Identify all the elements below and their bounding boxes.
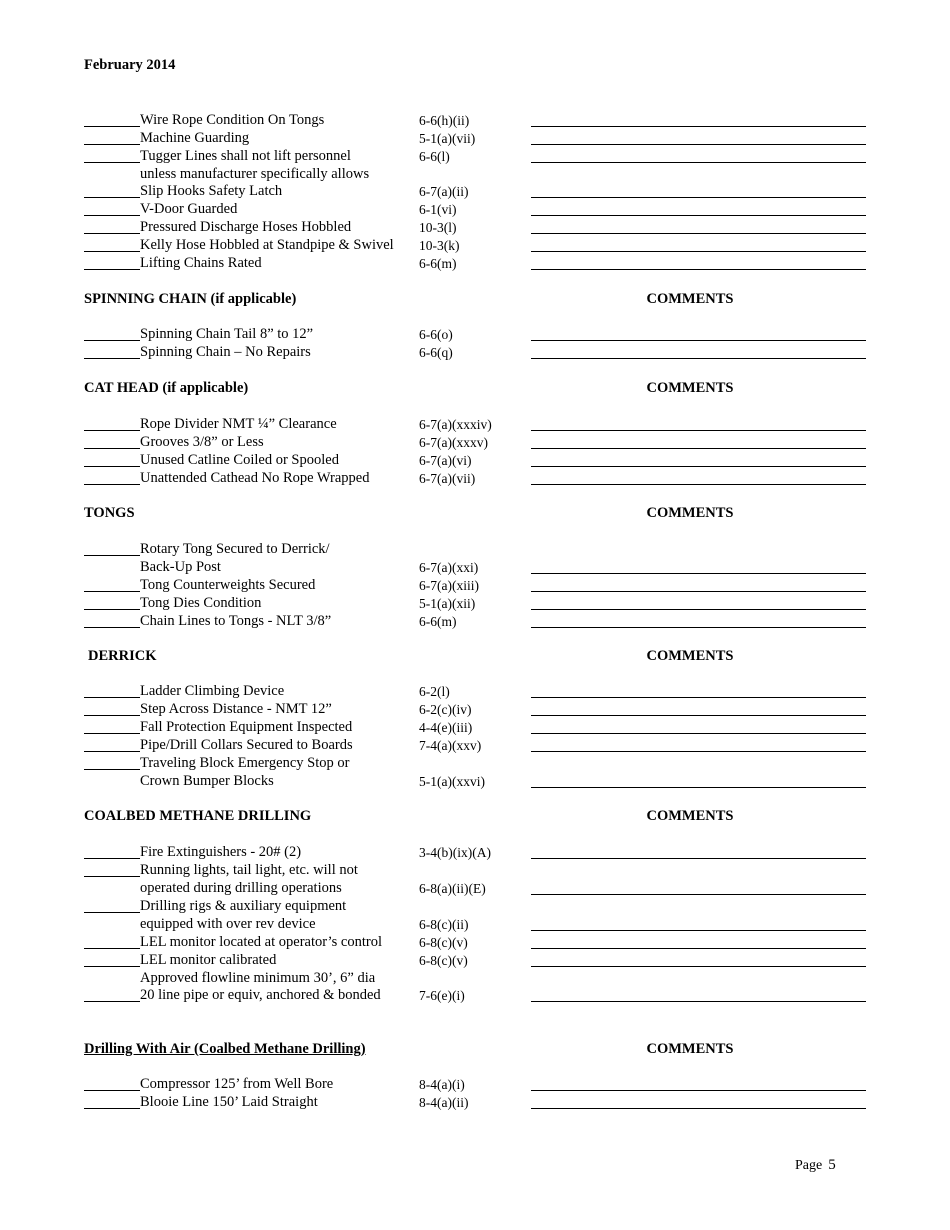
check-blank[interactable] [84, 251, 140, 252]
check-blank[interactable] [84, 715, 140, 716]
regulation-code: 6-7(a)(xxxiv) [419, 417, 492, 432]
comment-line[interactable] [531, 233, 866, 234]
check-blank[interactable] [84, 751, 140, 752]
checklist-item-label: Unattended Cathead No Rope Wrapped [140, 470, 370, 486]
comment-line[interactable] [531, 591, 866, 592]
checklist-item-label: V-Door Guarded [140, 201, 238, 217]
comment-line[interactable] [531, 948, 866, 949]
checklist-item-label: Pipe/Drill Collars Secured to Boards [140, 737, 353, 753]
comment-line[interactable] [531, 269, 866, 270]
comment-line[interactable] [531, 448, 866, 449]
checklist-item-label: Drilling rigs & auxiliary equipment [140, 898, 347, 914]
comments-heading: COMMENTS [646, 291, 734, 307]
check-blank[interactable] [84, 197, 140, 198]
checklist-item-label: Tong Dies Condition [140, 595, 262, 611]
comment-line[interactable] [531, 251, 866, 252]
regulation-code: 4-4(e)(iii) [419, 720, 473, 735]
checklist-item-label: Step Across Distance - NMT 12” [140, 701, 332, 717]
regulation-code: 6-7(a)(xxxv) [419, 435, 488, 450]
checklist-item-label: Compressor 125’ from Well Bore [140, 1076, 334, 1092]
section-title: SPINNING CHAIN (if applicable) [84, 291, 297, 307]
comment-line[interactable] [531, 966, 866, 967]
check-blank[interactable] [84, 126, 140, 127]
check-blank[interactable] [84, 555, 140, 556]
check-blank[interactable] [84, 1001, 140, 1002]
comment-line[interactable] [531, 484, 866, 485]
section-title: CAT HEAD (if applicable) [84, 380, 249, 396]
section-title: Drilling With Air (Coalbed Methane Drilling) [84, 1041, 366, 1057]
regulation-code: 6-2(l) [419, 684, 450, 699]
regulation-code: 7-6(e)(i) [419, 988, 465, 1003]
checklist-item-label: LEL monitor calibrated [140, 952, 277, 968]
check-blank[interactable] [84, 912, 140, 913]
check-blank[interactable] [84, 733, 140, 734]
comment-line[interactable] [531, 627, 866, 628]
section-title: DERRICK [88, 648, 157, 664]
regulation-code: 6-6(o) [419, 327, 453, 342]
comment-line[interactable] [531, 787, 866, 788]
check-blank[interactable] [84, 591, 140, 592]
regulation-code: 6-6(h)(ii) [419, 113, 470, 128]
checklist-item-label: Running lights, tail light, etc. will not [140, 862, 358, 878]
checklist-item-label: Rotary Tong Secured to Derrick/ [140, 541, 330, 557]
check-blank[interactable] [84, 269, 140, 270]
checklist-item-label: Machine Guarding [140, 130, 250, 146]
section-title: TONGS [84, 505, 135, 521]
comments-heading: COMMENTS [646, 1041, 734, 1057]
check-blank[interactable] [84, 430, 140, 431]
regulation-code: 6-1(vi) [419, 202, 457, 217]
checklist-item-label-cont: 20 line pipe or equiv, anchored & bonded [140, 987, 381, 1003]
comment-line[interactable] [531, 733, 866, 734]
comment-line[interactable] [531, 215, 866, 216]
page-number: 5 [828, 1157, 836, 1173]
check-blank[interactable] [84, 876, 140, 877]
regulation-code: 6-7(a)(xxi) [419, 560, 479, 575]
check-blank[interactable] [84, 466, 140, 467]
checklist-item-label: Chain Lines to Tongs - NLT 3/8” [140, 613, 332, 629]
comment-line[interactable] [531, 1090, 866, 1091]
comment-line[interactable] [531, 126, 866, 127]
regulation-code: 10-3(k) [419, 238, 460, 253]
checklist-item-label: Lifting Chains Rated [140, 255, 262, 271]
comments-heading: COMMENTS [646, 380, 734, 396]
regulation-code: 5-1(a)(xxvi) [419, 774, 485, 789]
check-blank[interactable] [84, 215, 140, 216]
comment-line[interactable] [531, 858, 866, 859]
checklist-item-label: Kelly Hose Hobbled at Standpipe & Swivel [140, 237, 394, 253]
regulation-code: 5-1(a)(xii) [419, 596, 476, 611]
regulation-code: 6-2(c)(iv) [419, 702, 472, 717]
comment-line[interactable] [531, 930, 866, 931]
regulation-code: 6-6(q) [419, 345, 453, 360]
regulation-code: 6-8(c)(v) [419, 953, 468, 968]
regulation-code: 8-4(a)(i) [419, 1077, 465, 1092]
check-blank[interactable] [84, 448, 140, 449]
checklist-item-label-cont: equipped with over rev device [140, 916, 316, 932]
checklist-item-label: Fall Protection Equipment Inspected [140, 719, 353, 735]
comment-line[interactable] [531, 430, 866, 431]
check-blank[interactable] [84, 769, 140, 770]
regulation-code: 6-7(a)(xiii) [419, 578, 479, 593]
regulation-code: 6-8(a)(ii)(E) [419, 881, 486, 896]
regulation-code: 6-6(m) [419, 614, 457, 629]
check-blank[interactable] [84, 1108, 140, 1109]
checklist-item-label: Unused Catline Coiled or Spooled [140, 452, 339, 468]
date-header: February 2014 [84, 57, 176, 73]
check-blank[interactable] [84, 162, 140, 163]
checklist-item-label-cont: Back-Up Post [140, 559, 221, 575]
comment-line[interactable] [531, 894, 866, 895]
comments-heading: COMMENTS [646, 808, 734, 824]
comment-line[interactable] [531, 1001, 866, 1002]
regulation-code: 7-4(a)(xxv) [419, 738, 482, 753]
check-blank[interactable] [84, 966, 140, 967]
comment-line[interactable] [531, 697, 866, 698]
comment-line[interactable] [531, 466, 866, 467]
comment-line[interactable] [531, 358, 866, 359]
check-blank[interactable] [84, 144, 140, 145]
comment-line[interactable] [531, 1108, 866, 1109]
comment-line[interactable] [531, 573, 866, 574]
checklist-item-label: Slip Hooks Safety Latch [140, 183, 283, 199]
checklist-item-label-cont: operated during drilling operations [140, 880, 342, 896]
page-label: Page [795, 1158, 823, 1173]
checklist-item-label: Rope Divider NMT ¼” Clearance [140, 416, 337, 432]
check-blank[interactable] [84, 609, 140, 610]
checklist-item-label-cont: Crown Bumper Blocks [140, 773, 274, 789]
checklist-item-label: Approved flowline minimum 30’, 6” dia [140, 970, 376, 986]
regulation-code: 5-1(a)(vii) [419, 131, 476, 146]
checklist-item-label: Ladder Climbing Device [140, 683, 285, 699]
regulation-code: 6-7(a)(ii) [419, 184, 469, 199]
checklist-item-label-cont: unless manufacturer specifically allows [140, 166, 370, 182]
regulation-code: 6-8(c)(v) [419, 935, 468, 950]
check-blank[interactable] [84, 358, 140, 359]
check-blank[interactable] [84, 340, 140, 341]
checklist-item-label: Fire Extinguishers - 20# (2) [140, 844, 302, 860]
check-blank[interactable] [84, 484, 140, 485]
comment-line[interactable] [531, 609, 866, 610]
comment-line[interactable] [531, 751, 866, 752]
comment-line[interactable] [531, 340, 866, 341]
regulation-code: 6-7(a)(vi) [419, 453, 472, 468]
regulation-code: 6-8(c)(ii) [419, 917, 469, 932]
comments-heading: COMMENTS [646, 505, 734, 521]
section-title: COALBED METHANE DRILLING [84, 808, 312, 824]
checklist-item-label: Spinning Chain – No Repairs [140, 344, 311, 360]
comment-line[interactable] [531, 144, 866, 145]
checklist-item-label: Tong Counterweights Secured [140, 577, 316, 593]
checklist-item-label: Wire Rope Condition On Tongs [140, 112, 325, 128]
regulation-code: 6-6(m) [419, 256, 457, 271]
check-blank[interactable] [84, 858, 140, 859]
checklist-item-label: Blooie Line 150’ Laid Straight [140, 1094, 318, 1110]
checklist-item-label: Spinning Chain Tail 8” to 12” [140, 326, 314, 342]
regulation-code: 3-4(b)(ix)(A) [419, 845, 491, 860]
regulation-code: 6-6(l) [419, 149, 450, 164]
check-blank[interactable] [84, 697, 140, 698]
comment-line[interactable] [531, 715, 866, 716]
check-blank[interactable] [84, 948, 140, 949]
regulation-code: 8-4(a)(ii) [419, 1095, 469, 1110]
regulation-code: 10-3(l) [419, 220, 457, 235]
check-blank[interactable] [84, 627, 140, 628]
check-blank[interactable] [84, 233, 140, 234]
checklist-item-label: LEL monitor located at operator’s control [140, 934, 382, 950]
comment-line[interactable] [531, 197, 866, 198]
comment-line[interactable] [531, 162, 866, 163]
checklist-item-label: Grooves 3/8” or Less [140, 434, 264, 450]
checklist-item-label: Pressured Discharge Hoses Hobbled [140, 219, 352, 235]
page-footer [795, 1157, 836, 1174]
check-blank[interactable] [84, 1090, 140, 1091]
checklist-item-label: Traveling Block Emergency Stop or [140, 755, 350, 771]
regulation-code: 6-7(a)(vii) [419, 471, 476, 486]
checklist-item-label: Tugger Lines shall not lift personnel [140, 148, 351, 164]
comments-heading: COMMENTS [646, 648, 734, 664]
